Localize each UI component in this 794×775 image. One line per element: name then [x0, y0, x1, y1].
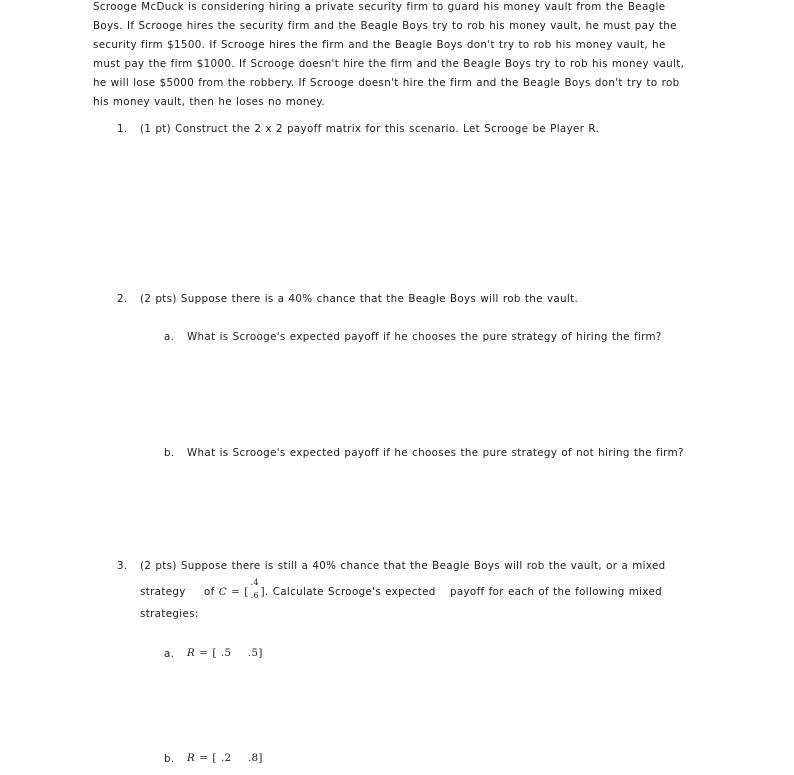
strategy-vector: = [ .2 .8] [199, 752, 263, 764]
question-3-number: 3. [117, 560, 128, 572]
question-3-strategy-line [140, 578, 663, 600]
intro-paragraph [93, 0, 705, 112]
question-2a-label: a. [164, 331, 175, 343]
question-2b-label: b. [164, 447, 175, 459]
vector-top-value: .4 [250, 578, 259, 587]
question-3-close-text: ]. Calculate Scrooge's expected [260, 586, 436, 598]
row-strategy-variable: R [187, 752, 196, 764]
vector-bottom-value: .6 [250, 591, 259, 600]
intro-line: Scrooge McDuck is considering hiring a private security firm to guard his money vault from the Beagle [93, 1, 666, 13]
question-2a-text: What is Scrooge's expected payoff if he chooses the pure strategy of hiring the firm? [187, 331, 662, 343]
intro-line: he will lose $5000 from the robbery. If Scrooge doesn't hire the firm and the Beagle Boys don't try to rob [93, 77, 680, 89]
strategy-vector: = [ .5 .5] [199, 647, 263, 659]
question-3a-expression [187, 647, 263, 659]
question-2-number: 2. [117, 293, 128, 305]
question-3b-label: b. [164, 753, 175, 765]
intro-line: his money vault, then he loses no money. [93, 96, 325, 108]
equals-bracket: = [ [231, 586, 249, 598]
column-vector [249, 578, 261, 600]
question-2-text: (2 pts) Suppose there is a 40% chance that the Beagle Boys will rob the vault. [140, 293, 579, 305]
question-1-number: 1. [117, 123, 128, 135]
question-2b-text: What is Scrooge's expected payoff if he chooses the pure strategy of not hiring the firm? [187, 447, 684, 459]
question-3b-expression [187, 752, 263, 764]
question-1-text: (1 pt) Construct the 2 x 2 payoff matrix for this scenario. Let Scrooge be Player R. [140, 123, 600, 135]
column-strategy-variable: C [218, 586, 227, 598]
intro-line: must pay the firm $1000. If Scrooge doesn't hire the firm and the Beagle Boys try to rob his money vault, [93, 58, 685, 70]
question-3-strategies-word: strategies: [140, 608, 199, 620]
question-3-tail-text: payoff for each of the following mixed [449, 586, 663, 598]
question-3-text: (2 pts) Suppose there is still a 40% chance that the Beagle Boys will rob the vault, or a mixed [140, 560, 666, 572]
intro-line: Boys. If Scrooge hires the security firm and the Beagle Boys try to rob his money vault, he must pay the [93, 20, 677, 32]
strategy-word: strategy [140, 586, 186, 598]
intro-line: security firm $1500. If Scrooge hires the firm and the Beagle Boys don't try to rob his money vault, he [93, 39, 666, 51]
of-word: of [204, 586, 215, 598]
question-3a-label: a. [164, 648, 175, 660]
row-strategy-variable: R [187, 647, 196, 659]
